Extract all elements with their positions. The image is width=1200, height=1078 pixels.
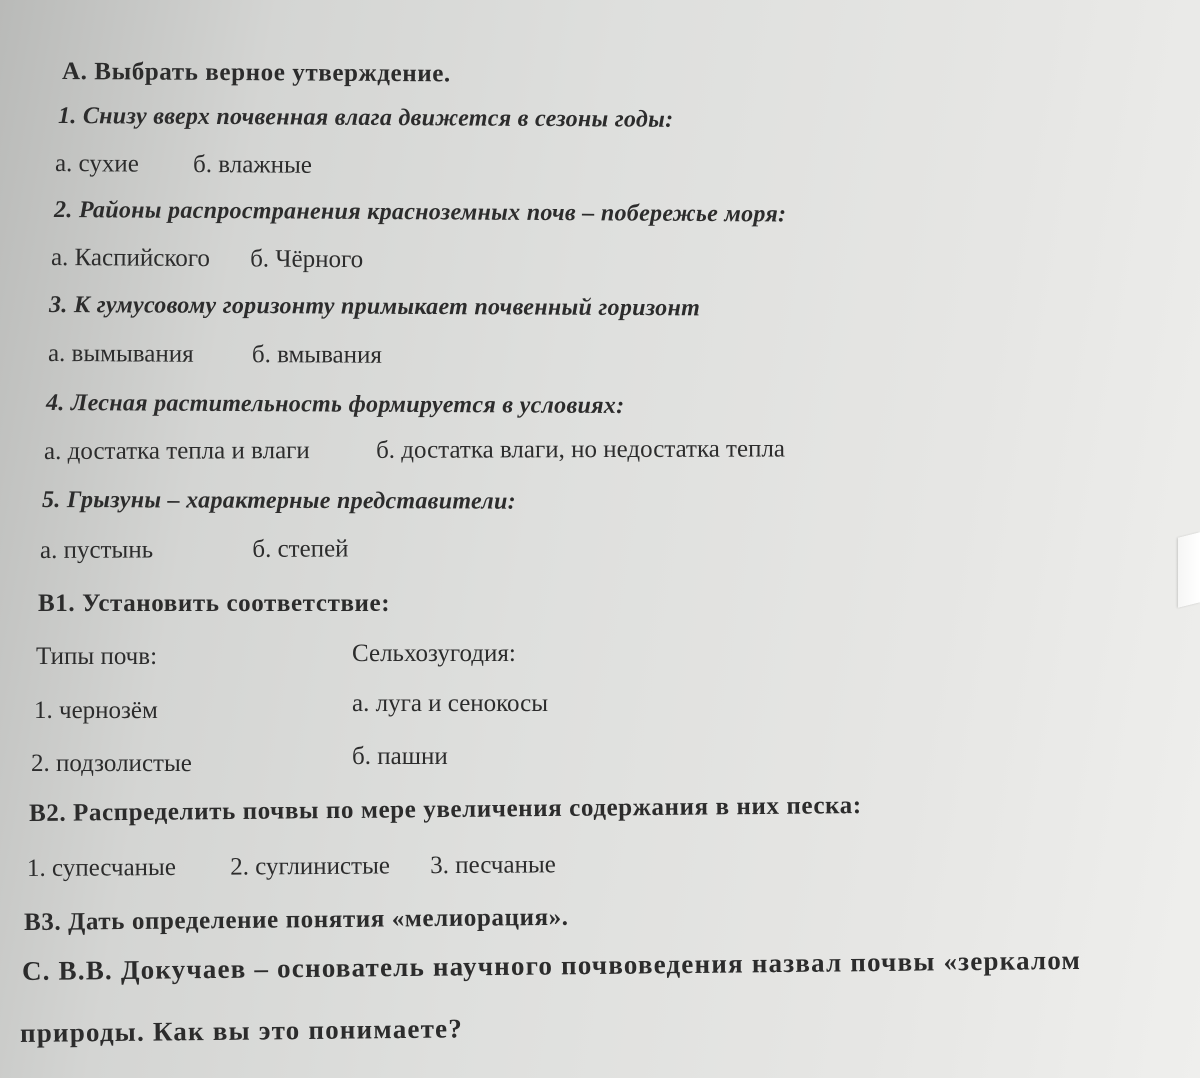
option-5b: б. степей	[252, 535, 349, 563]
sand-item-3: 3. песчаные	[430, 851, 556, 880]
soil-type-1: 1. чернозём	[34, 697, 158, 724]
section-a-title: А. Выбрать верное утверждение.	[61, 58, 451, 88]
farmland-header: Сельхозугодия:	[352, 640, 516, 667]
option-2a: а. Каспийского	[50, 244, 210, 273]
farmland-a: а. луга и сенокосы	[352, 690, 549, 717]
sand-item-2: 2. суглинистые	[230, 852, 391, 881]
question-2: 2. Районы распространения красноземных почв – побережье моря:	[53, 197, 787, 228]
section-b1-title: В1. Установить соответствие:	[38, 590, 391, 617]
option-1b: б. влажные	[192, 150, 312, 179]
question-1: 1. Снизу вверх почвенная влага движется в сезоны годы:	[57, 103, 674, 133]
section-b2-items	[27, 851, 556, 883]
option-2b: б. Чёрного	[250, 245, 364, 274]
paper-corner	[1178, 532, 1200, 607]
section-c-line-2: природы. Как вы это понимаете?	[19, 1013, 464, 1048]
question-3-options	[48, 340, 382, 370]
option-1a: а. сухие	[54, 150, 139, 178]
question-5-options	[40, 535, 349, 565]
question-5: 5. Грызуны – характерные представители:	[41, 487, 516, 515]
sand-item-1: 1. супесчаные	[26, 853, 176, 882]
question-3: 3. К гумусовому горизонту примыкает почвенный горизонт	[48, 292, 701, 322]
question-4: 4. Лесная растительность формируется в условиях:	[45, 390, 625, 420]
option-4b: б. достатка влаги, но недостатка тепла	[375, 435, 786, 464]
question-2-options	[51, 244, 363, 274]
option-4a: а. достатка тепла и влаги	[43, 437, 310, 465]
question-1-options	[55, 150, 312, 180]
option-3b: б. вмывания	[251, 341, 383, 369]
question-4-options	[44, 435, 785, 466]
option-5a: а. пустынь	[39, 536, 154, 564]
farmland-b: б. пашни	[352, 743, 448, 770]
section-b2-title: В2. Распределить почвы по мере увеличения содержания в них песка:	[28, 792, 862, 827]
soil-types-header: Типы почв:	[36, 643, 158, 670]
section-b3-title: В3. Дать определение понятия «мелиорация».	[23, 903, 569, 936]
section-c-line-1: С. В.В. Докучаев – основатель научного почвоведения назвал почвы «зеркалом	[21, 944, 1082, 986]
soil-type-2: 2. подзолистые	[31, 750, 192, 777]
option-3a: а. вымывания	[47, 340, 194, 368]
